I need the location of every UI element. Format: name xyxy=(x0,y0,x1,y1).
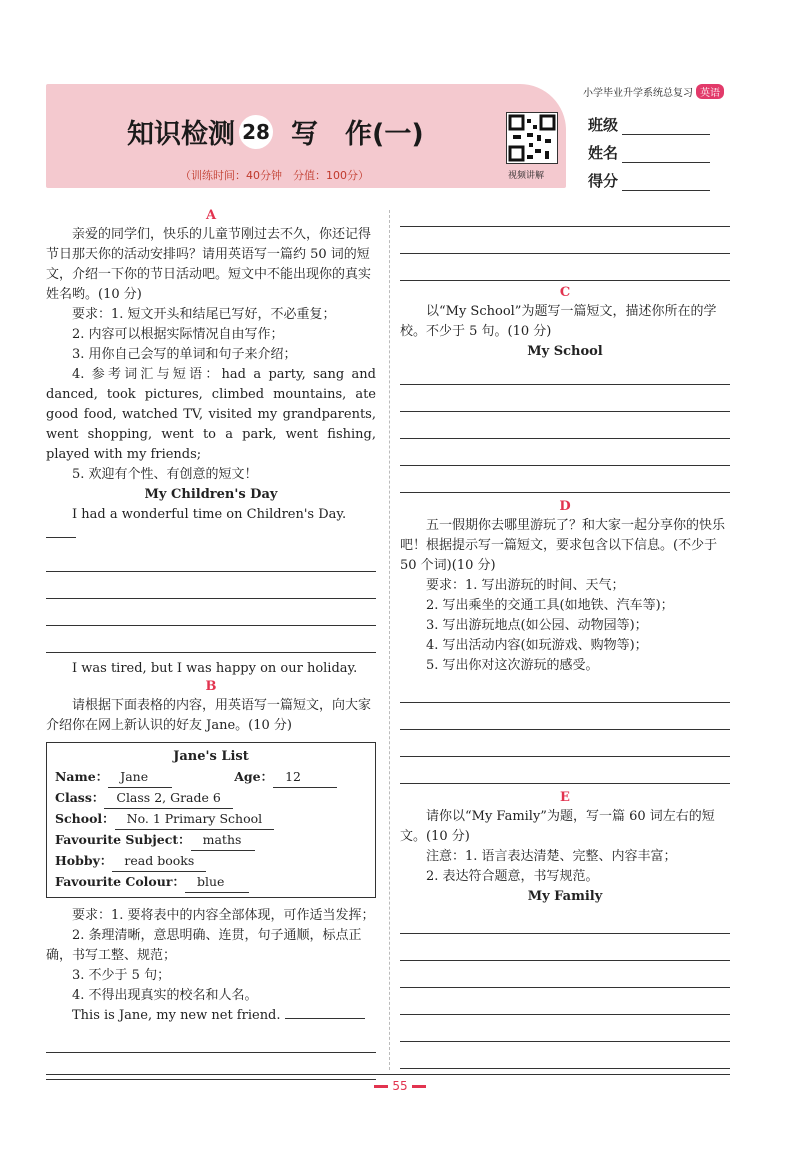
writing-line[interactable] xyxy=(400,703,730,730)
title-suffix: 写 作(一) xyxy=(291,119,424,150)
section-a-req: 3. 用你自己会写的单词和句子来介绍； xyxy=(72,347,297,362)
section-a-req: 2. 内容可以根据实际情况自由写作； xyxy=(72,327,284,342)
section-b-req: 4. 不得出现真实的校名和人名。 xyxy=(72,988,258,1003)
row-label: Name： xyxy=(55,769,109,784)
section-d-req: 2. 写出乘坐的交通工具(如地铁、汽车等)； xyxy=(426,598,674,613)
section-d-req: 5. 写出你对这次游玩的感受。 xyxy=(426,658,599,673)
series-label xyxy=(583,84,724,99)
writing-line[interactable] xyxy=(400,439,730,466)
section-b-req: 2. 条理清晰，意思明确、连贯，句子通顺，标点正确，书写工整、规范； xyxy=(46,928,362,963)
row-value: read books xyxy=(112,851,206,872)
bottom-writing-line[interactable] xyxy=(46,1074,730,1075)
writing-line[interactable] xyxy=(46,599,376,626)
name-line[interactable] xyxy=(622,148,710,163)
section-a-heading: My Children's Day xyxy=(144,487,278,502)
writing-line[interactable] xyxy=(46,572,376,599)
row-label: Hobby： xyxy=(55,853,113,868)
section-a-req: 要求：1. 短文开头和结尾已写好，不必重复； xyxy=(72,307,336,322)
row-value: maths xyxy=(191,830,255,851)
writing-line[interactable] xyxy=(400,730,730,757)
series-name: 小学毕业升学系统总复习 xyxy=(583,88,693,99)
row-value: No. 1 Primary School xyxy=(115,809,274,830)
right-column xyxy=(400,208,730,1069)
class-field[interactable] xyxy=(588,114,710,135)
writing-line[interactable] xyxy=(400,208,730,227)
table-row xyxy=(55,809,367,830)
section-e-letter: E xyxy=(560,790,570,805)
section-e-heading: My Family xyxy=(527,889,603,904)
section-a-intro: 亲爱的同学们，快乐的儿童节刚过去不久，你还记得节日那天你的活动安排吗？请用英语写一篇约 50 词的短文，介绍一下你的节日活动吧。短文中不能出现你的真实姓名哟。(10 分) xyxy=(46,227,372,302)
row-value: Jane xyxy=(108,767,172,788)
title-prefix: 知识检测 xyxy=(127,119,235,150)
janes-list-table xyxy=(46,742,376,898)
row-label: School： xyxy=(55,811,115,826)
table-row xyxy=(55,788,367,809)
table-row xyxy=(55,872,367,893)
writing-line[interactable] xyxy=(46,1026,376,1053)
section-a-closing: I was tired, but I was happy on our holiday. xyxy=(72,661,358,676)
writing-line[interactable] xyxy=(400,254,730,281)
writing-line[interactable] xyxy=(400,466,730,493)
row-label: Favourite Subject： xyxy=(55,832,191,847)
opening-text: I had a wonderful time on Children's Day. xyxy=(72,507,347,522)
class-line[interactable] xyxy=(622,120,710,135)
title-number: 28 xyxy=(239,115,273,149)
qr-label: 视频讲解 xyxy=(508,171,545,181)
section-b-letter: B xyxy=(205,679,217,694)
writing-line[interactable] xyxy=(400,934,730,961)
writing-line[interactable] xyxy=(400,757,730,784)
page-number-text: 55 xyxy=(392,1079,408,1093)
section-e-note: 2. 表达符合题意，书写规范。 xyxy=(426,869,599,884)
page-title xyxy=(127,112,424,151)
table-row xyxy=(55,851,367,872)
table-title: Jane's List xyxy=(173,749,249,764)
score-label: 得分 xyxy=(588,172,619,190)
section-c-intro: 以“My School”为题写一篇短文，描述你所在的学校。不少于 5 句。(10 分) xyxy=(400,304,717,339)
section-d-intro: 五一假期你去哪里游玩了？和大家一起分享你的快乐吧！根据提示写一篇短文，要求包含以下信息。(不少于 50 个词)(10 分) xyxy=(400,518,726,573)
row-value: blue xyxy=(185,872,249,893)
section-d-req: 要求：1. 写出游玩的时间、天气； xyxy=(426,578,625,593)
writing-line[interactable] xyxy=(400,961,730,988)
writing-line[interactable] xyxy=(400,362,730,385)
section-b-intro: 请根据下面表格的内容，用英语写一篇短文，向大家介绍你在网上新认识的好友 Jane。(10 分) xyxy=(46,698,372,733)
table-row xyxy=(55,767,367,788)
row-label: Favourite Colour： xyxy=(55,874,185,889)
class-label: 班级 xyxy=(588,116,619,134)
page-bar-left xyxy=(374,1085,388,1088)
name-label: 姓名 xyxy=(588,144,619,162)
section-a-req: 4. 参考词汇与短语：had a party, sang and danced, took pictures, climbed mountains, ate good food, watched TV, visited my grandparents, went shopping, went to a park, went fishing, played with my friends; xyxy=(46,367,376,462)
writing-line[interactable] xyxy=(46,537,76,538)
section-d-letter: D xyxy=(559,499,571,514)
subject-badge: 英语 xyxy=(696,84,724,99)
name-field[interactable] xyxy=(588,142,710,163)
writing-line[interactable] xyxy=(400,907,730,934)
row-value: Class 2, Grade 6 xyxy=(104,788,232,809)
section-a-req: 5. 欢迎有个性、有创意的短文！ xyxy=(72,467,258,482)
score-line[interactable] xyxy=(622,176,710,191)
section-d-req: 4. 写出活动内容(如玩游戏、购物等)； xyxy=(426,638,648,653)
section-b-req: 要求：1. 要将表中的内容全部体现，可作适当发挥； xyxy=(72,908,375,923)
writing-line[interactable] xyxy=(46,1053,376,1080)
writing-line[interactable] xyxy=(400,412,730,439)
writing-line[interactable] xyxy=(400,1015,730,1042)
section-a-letter: A xyxy=(205,208,217,223)
writing-line[interactable] xyxy=(400,227,730,254)
left-column xyxy=(46,208,376,1080)
table-row xyxy=(55,830,367,851)
writing-line[interactable] xyxy=(46,626,376,653)
writing-line[interactable] xyxy=(400,1042,730,1069)
row-value: 12 xyxy=(273,767,337,788)
row-label: Class： xyxy=(55,790,105,805)
section-b-req: 3. 不少于 5 句； xyxy=(72,968,171,983)
writing-line[interactable] xyxy=(46,545,376,572)
writing-line[interactable] xyxy=(400,676,730,703)
section-c-heading: My School xyxy=(527,344,603,359)
section-a-opening xyxy=(46,505,376,545)
column-divider xyxy=(389,210,390,1070)
writing-line[interactable] xyxy=(285,1018,365,1019)
section-b-opening xyxy=(46,1006,376,1026)
section-c-letter: C xyxy=(559,285,571,300)
writing-line[interactable] xyxy=(400,385,730,412)
section-e-note: 注意：1. 语言表达清楚、完整、内容丰富； xyxy=(426,849,677,864)
page-number xyxy=(0,1079,800,1093)
opening-text: This is Jane, my new net friend. xyxy=(72,1008,281,1023)
writing-line[interactable] xyxy=(400,988,730,1015)
section-e-intro: 请你以“My Family”为题，写一篇 60 词左右的短文。(10 分) xyxy=(400,809,715,844)
page-bar-right xyxy=(412,1085,426,1088)
score-field[interactable] xyxy=(588,170,710,191)
section-d-req: 3. 写出游玩地点(如公园、动物园等)； xyxy=(426,618,648,633)
row-label: Age： xyxy=(234,769,274,784)
qr-code-icon[interactable] xyxy=(506,112,558,164)
training-time: （训练时间：40分钟 分值：100分） xyxy=(180,169,369,182)
